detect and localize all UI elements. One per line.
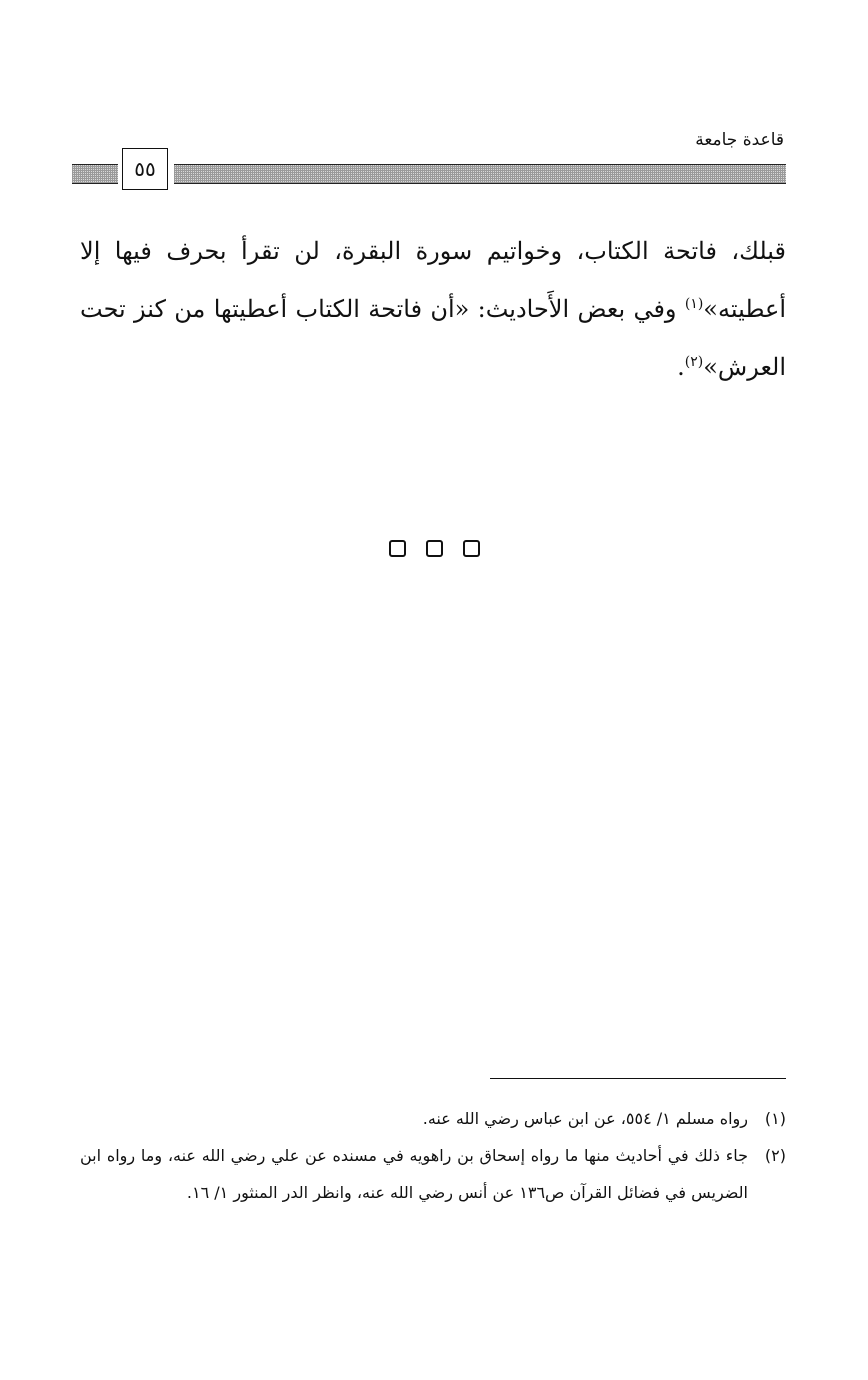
footnote-text: جاء ذلك في أحاديث منها ما رواه إسحاق بن راهويه في مسنده عن علي رضي الله عنه، وما رواه ابن الضريس في فضائل القرآن ص١٣٦ عن أنس رضي الله عنه، وانظر الدر المنثور ١/ ١٦. — [80, 1146, 748, 1202]
footnote-2 — [80, 1137, 786, 1211]
paragraph-part-2: وفي بعض الأَحاديث: «أن فاتحة الكتاب أعطيتها من كنز تحت العرش» — [80, 295, 786, 381]
paragraph-text — [80, 222, 786, 396]
header-rule-left — [72, 164, 118, 184]
footnote-reference-1[interactable]: (١) — [684, 296, 704, 312]
footnote-text: رواه مسلم ١/ ٥٥٤، عن ابن عباس رضي الله عنه. — [422, 1109, 748, 1128]
square-ornament-icon — [389, 540, 406, 557]
paragraph-part-3: . — [677, 353, 685, 381]
square-ornament-icon — [426, 540, 443, 557]
paragraph-part-1: قبلك، فاتحة الكتاب، وخواتيم سورة البقرة، لن تقرأ بحرف فيها إلا أعطيته» — [80, 237, 786, 323]
footnote-reference-2[interactable]: (٢) — [684, 354, 704, 370]
header-rule-right — [174, 164, 786, 184]
section-separator — [0, 540, 868, 557]
footnote-marker: (١) — [764, 1109, 786, 1128]
footnotes — [80, 1100, 786, 1211]
running-title: قاعدة جامعة — [695, 130, 784, 150]
main-paragraph — [80, 222, 786, 396]
square-ornament-icon — [463, 540, 480, 557]
page-number — [122, 148, 168, 190]
footnote-divider — [490, 1078, 786, 1079]
footnote-1 — [80, 1100, 786, 1137]
page-number-text: ٥٥ — [134, 157, 156, 181]
footnote-marker: (٢) — [764, 1146, 786, 1165]
